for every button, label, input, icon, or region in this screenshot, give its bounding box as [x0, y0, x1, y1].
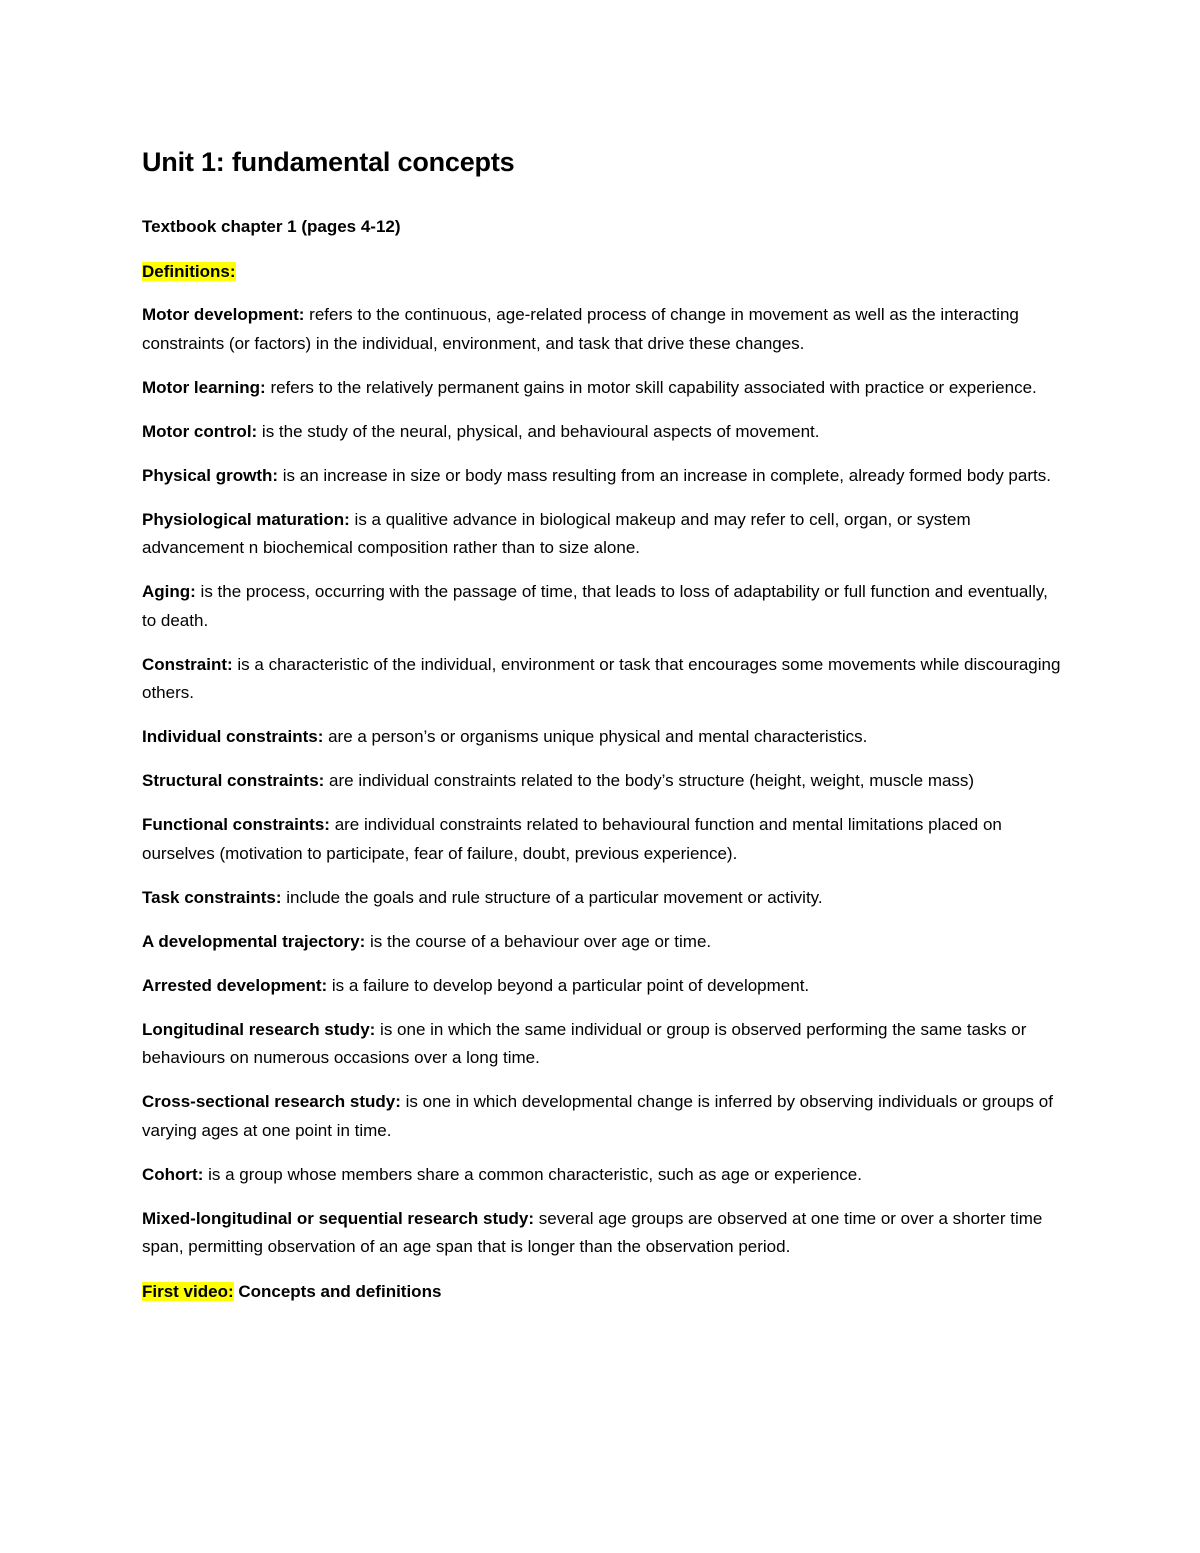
definition-term: Cohort:	[142, 1164, 204, 1184]
document-title: Unit 1: fundamental concepts	[142, 147, 515, 177]
definition-text: is a group whose members share a common characteristic, such as age or experience.	[203, 1164, 862, 1184]
definition-text: are individual constraints related to the body’s structure (height, weight, muscle mass)	[324, 771, 975, 790]
definitions-list	[142, 301, 1062, 1262]
definition-text: is one in which the same individual or group is observed performing the same tasks or behaviours on numerous occasions over a long time.	[142, 1019, 1027, 1067]
definition-item	[142, 1016, 1062, 1073]
definition-term: Motor control:	[142, 421, 258, 441]
definition-term: Structural constraints:	[142, 771, 325, 790]
definition-term: Mixed-longitudinal or sequential research study:	[142, 1208, 535, 1228]
definition-term: Individual constraints:	[142, 727, 324, 746]
first-video-line	[142, 1277, 1062, 1306]
definitions-heading-line	[142, 257, 1062, 286]
definition-item	[142, 374, 1062, 403]
definition-text: is a qualitive advance in biological makeup and may refer to cell, organ, or system advancement n biochemical composition rather than to size alone.	[142, 509, 971, 557]
textbook-reference: Textbook chapter 1 (pages 4-12)	[142, 217, 401, 236]
definition-text: is an increase in size or body mass resulting from an increase in complete, already formed body parts.	[278, 465, 1051, 485]
document-page	[142, 140, 1062, 1306]
definition-text: is the course of a behaviour over age or time.	[365, 931, 712, 951]
definition-term: Constraint:	[142, 654, 233, 674]
definition-term: Motor learning:	[142, 377, 266, 397]
definitions-heading: Definitions:	[142, 262, 236, 281]
definition-text: is the study of the neural, physical, and behavioural aspects of movement.	[257, 421, 820, 441]
definition-item	[142, 928, 1062, 957]
definition-term: Arrested development:	[142, 975, 328, 995]
definition-item	[142, 1088, 1062, 1145]
definition-item	[142, 1161, 1062, 1190]
definition-term: Task constraints:	[142, 887, 282, 907]
definition-item	[142, 972, 1062, 1001]
definition-item	[142, 767, 1062, 796]
definition-text: is the process, occurring with the passage of time, that leads to loss of adaptability or full function and eventually, to death.	[142, 582, 1048, 630]
definition-term: Functional constraints:	[142, 815, 330, 834]
first-video-title: Concepts and definitions	[233, 1282, 442, 1301]
first-video-label: First video:	[142, 1282, 234, 1301]
definition-text: several age groups are observed at one time or over a shorter time span, permitting observation of an age span that is longer than the observation period.	[142, 1208, 1043, 1256]
definition-item	[142, 1205, 1062, 1262]
definition-term: Longitudinal research study:	[142, 1019, 376, 1039]
definition-item	[142, 723, 1062, 752]
definition-term: A developmental trajectory:	[142, 931, 366, 951]
definition-item	[142, 884, 1062, 913]
definition-item	[142, 506, 1062, 563]
definition-text: refers to the continuous, age-related process of change in movement as well as the interacting constraints (or factors) in the individual, environment, and task that drive these changes.	[142, 305, 1019, 353]
definition-text: are individual constraints related to behavioural function and mental limitations placed on ourselves (motivation to participate, fear of failure, doubt, previous experience).	[142, 815, 1002, 863]
definition-item	[142, 301, 1062, 358]
definition-term: Motor development:	[142, 305, 305, 324]
definition-item	[142, 578, 1062, 635]
definition-item	[142, 418, 1062, 447]
definition-text: is one in which developmental change is inferred by observing individuals or groups of varying ages at one point in time.	[142, 1092, 1053, 1140]
definition-term: Aging:	[142, 582, 196, 601]
definition-term: Physical growth:	[142, 465, 279, 485]
definition-text: are a person’s or organisms unique physical and mental characteristics.	[323, 727, 868, 746]
definition-term: Cross-sectional research study:	[142, 1092, 401, 1111]
definition-text: refers to the relatively permanent gains in motor skill capability associated with practice or experience.	[265, 377, 1037, 397]
definition-term: Physiological maturation:	[142, 509, 350, 529]
definition-item	[142, 462, 1062, 491]
definition-text: is a characteristic of the individual, environment or task that encourages some movements while discouraging others.	[142, 654, 1061, 702]
definition-item	[142, 651, 1062, 708]
definition-text: is a failure to develop beyond a particular point of development.	[327, 975, 810, 995]
definition-text: include the goals and rule structure of a particular movement or activity.	[281, 887, 823, 907]
definition-item	[142, 811, 1062, 868]
